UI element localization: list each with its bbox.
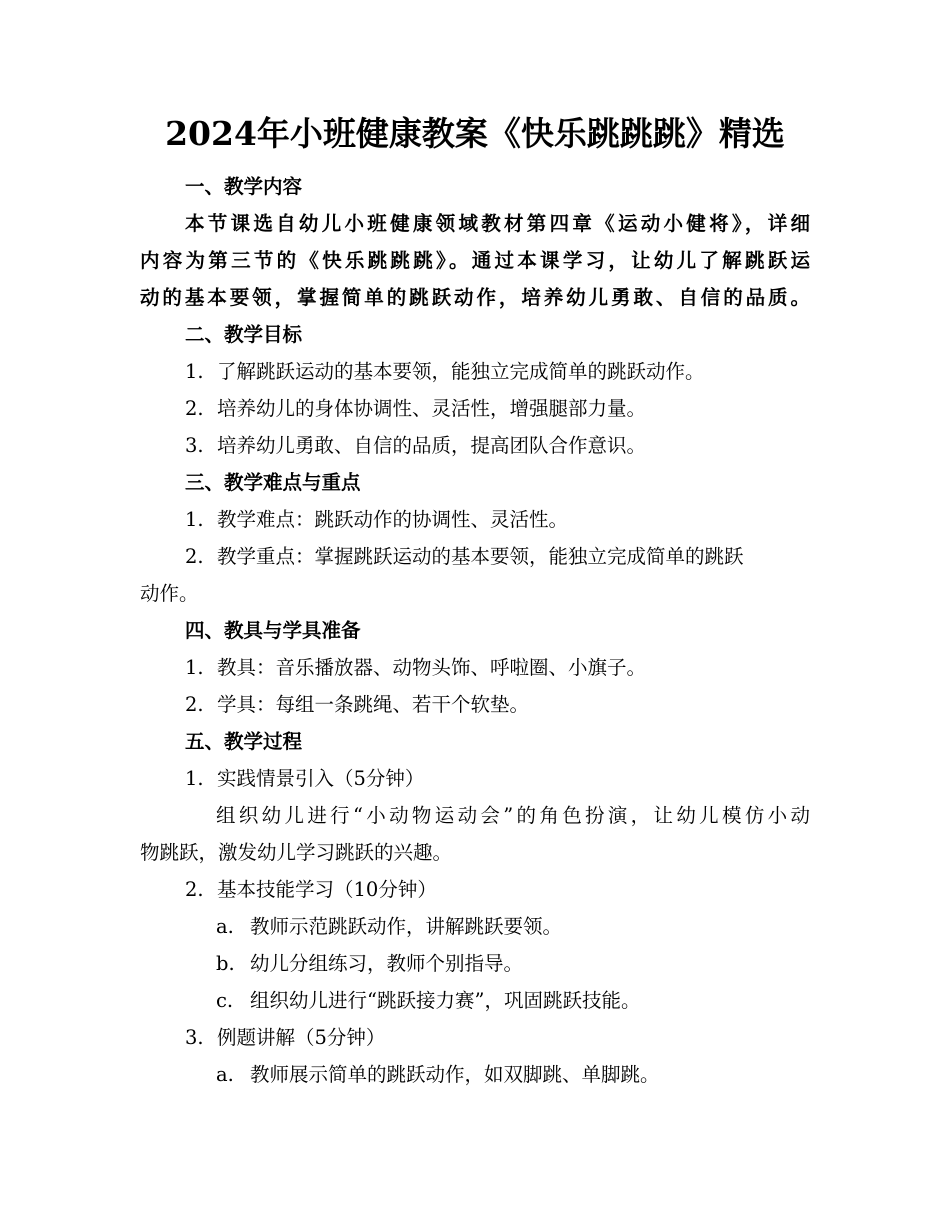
sub-item-text: 组织幼儿进行“跳跃接力赛”，巩固跳跃技能。 [250,989,641,1012]
item-number: 1. [185,656,204,679]
paragraph-line: 内容为第三节的《快乐跳跳跳》。通过本课学习，让幼儿了解跳跃运 [140,249,810,272]
item-text: 例题讲解（5分钟） [217,1026,386,1049]
sub-item-mark: a. [216,1063,234,1086]
item-text: 基本技能学习（10分钟） [217,878,437,901]
sub-item-mark: b. [216,952,235,975]
item-number: 2. [185,397,204,420]
section-heading-objectives: 二、教学目标 [185,323,303,346]
section-heading-content: 一、教学内容 [185,175,303,198]
item-number: 2. [185,693,204,716]
sub-item-text: 幼儿分组练习，教师个别指导。 [250,952,524,975]
section-heading-process: 五、教学过程 [185,730,303,753]
item-number: 3. [185,1026,204,1049]
item-number: 1. [185,767,204,790]
list-item [140,501,810,538]
item-text: 实践情景引入（5分钟） [217,767,425,790]
item-text: 教具：音乐播放器、动物头饰、呼啦圈、小旗子。 [217,656,647,679]
item-text: 培养幼儿的身体协调性、灵活性，增强腿部力量。 [217,397,647,420]
item-number: 2. [185,878,204,901]
list-item [140,686,810,723]
section-heading-key-points: 三、教学难点与重点 [185,471,361,494]
list-item [140,1019,810,1056]
item-text: 教学重点：掌握跳跃运动的基本要领，能独立完成简单的跳跃 [217,545,744,568]
document-title: 2024年小班健康教案《快乐跳跳跳》精选 [165,114,785,153]
list-item [140,760,810,797]
item-text: 学具：每组一条跳绳、若干个软垫。 [217,693,530,716]
item-text: 培养幼儿勇敢、自信的品质，提高团队合作意识。 [217,434,647,457]
sub-item-text: 教师展示简单的跳跃动作，如双脚跳、单脚跳。 [250,1063,660,1086]
list-item [140,649,810,686]
list-item [140,353,810,390]
paragraph-line: 组织幼儿进行“小动物运动会”的角色扮演，让幼儿模仿小动 [216,804,810,827]
item-text: 了解跳跃运动的基本要领，能独立完成简单的跳跃动作。 [217,360,705,383]
paragraph-line: 物跳跃，激发幼儿学习跳跃的兴趣。 [140,841,453,864]
paragraph-line: 本节课选自幼儿小班健康领域教材第四章《运动小健将》，详细 [185,212,810,235]
sub-list-item [140,945,810,982]
sub-list-item [140,908,810,945]
item-number: 2. [185,545,204,568]
sub-item-mark: a. [216,915,234,938]
section-heading-materials: 四、教具与学具准备 [185,619,361,642]
list-item [140,427,810,464]
document-body [140,168,810,1093]
item-number: 3. [185,434,204,457]
paragraph-line: 动作。 [140,582,199,605]
list-item [140,390,810,427]
paragraph-line: 动的基本要领，掌握简单的跳跃动作，培养幼儿勇敢、自信的品质。 [140,286,810,309]
sub-list-item [140,1056,810,1093]
sub-list-item [140,982,810,1019]
item-number: 1. [185,508,204,531]
item-number: 1. [185,360,204,383]
item-text: 教学难点：跳跃动作的协调性、灵活性。 [217,508,569,531]
list-item [140,871,810,908]
list-item [140,538,810,575]
sub-item-text: 教师示范跳跃动作，讲解跳跃要领。 [250,915,563,938]
sub-item-mark: c. [216,989,234,1012]
